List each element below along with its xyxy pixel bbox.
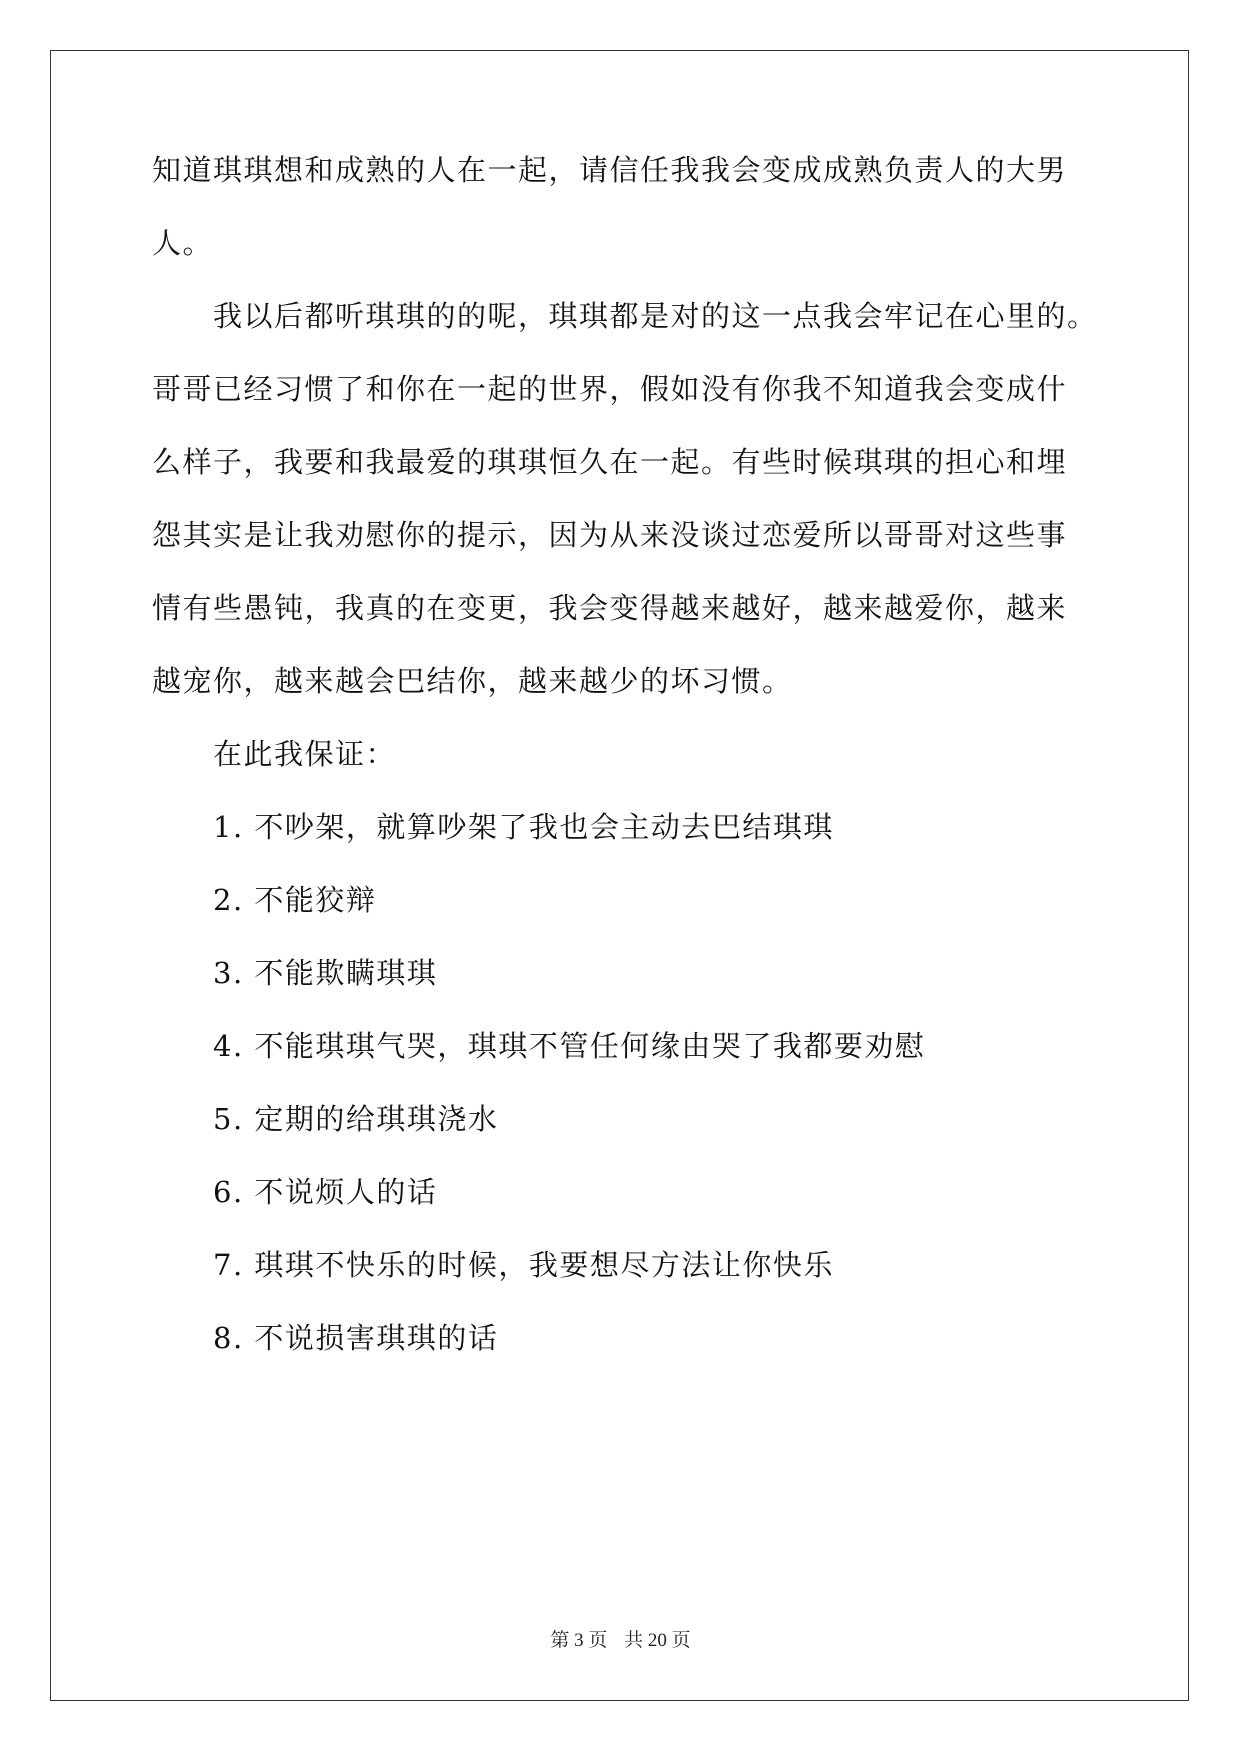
pledge-item: 8. 不说损害琪琪的话 [213,1321,499,1355]
paragraph-line: 知道琪琪想和成熟的人在一起，请信任我我会变成成熟负责人的大男 [152,153,1068,187]
page-total: 共 20 页 [624,1630,691,1651]
paragraph-line: 情有些愚钝，我真的在变更，我会变得越来越好，越来越爱你，越来 [152,591,1068,625]
paragraph-line: 我以后都听琪琪的的呢，琪琪都是对的这一点我会牢记在心里的。 [213,299,1098,333]
paragraph-line: 越宠你，越来越会巴结你，越来越少的坏习惯。 [152,664,793,698]
paragraph-line: 哥哥已经习惯了和你在一起的世界，假如没有你我不知道我会变成什 [152,372,1068,406]
page-footer [0,1625,1241,1652]
pledge-item: 7. 琪琪不快乐的时候，我要想尽方法让你快乐 [213,1248,834,1282]
paragraph-line: 人。 [152,226,214,260]
page-number: 第 3 页 [550,1630,608,1651]
pledge-item: 1. 不吵架，就算吵架了我也会主动去巴结琪琪 [213,810,834,844]
pledge-item: 6. 不说烦人的话 [213,1175,438,1209]
paragraph-line: 么样子，我要和我最爱的琪琪恒久在一起。有些时候琪琪的担心和埋 [152,445,1068,479]
pledge-item: 5. 定期的给琪琪浇水 [213,1102,499,1136]
pledge-item: 4. 不能琪琪气哭，琪琪不管任何缘由哭了我都要劝慰 [213,1029,926,1063]
paragraph-line: 怨其实是让我劝慰你的提示，因为从来没谈过恋爱所以哥哥对这些事 [152,518,1068,552]
pledge-item: 2. 不能狡辩 [213,883,377,917]
pledge-intro: 在此我保证： [213,737,397,771]
pledge-item: 3. 不能欺瞒琪琪 [213,956,438,990]
